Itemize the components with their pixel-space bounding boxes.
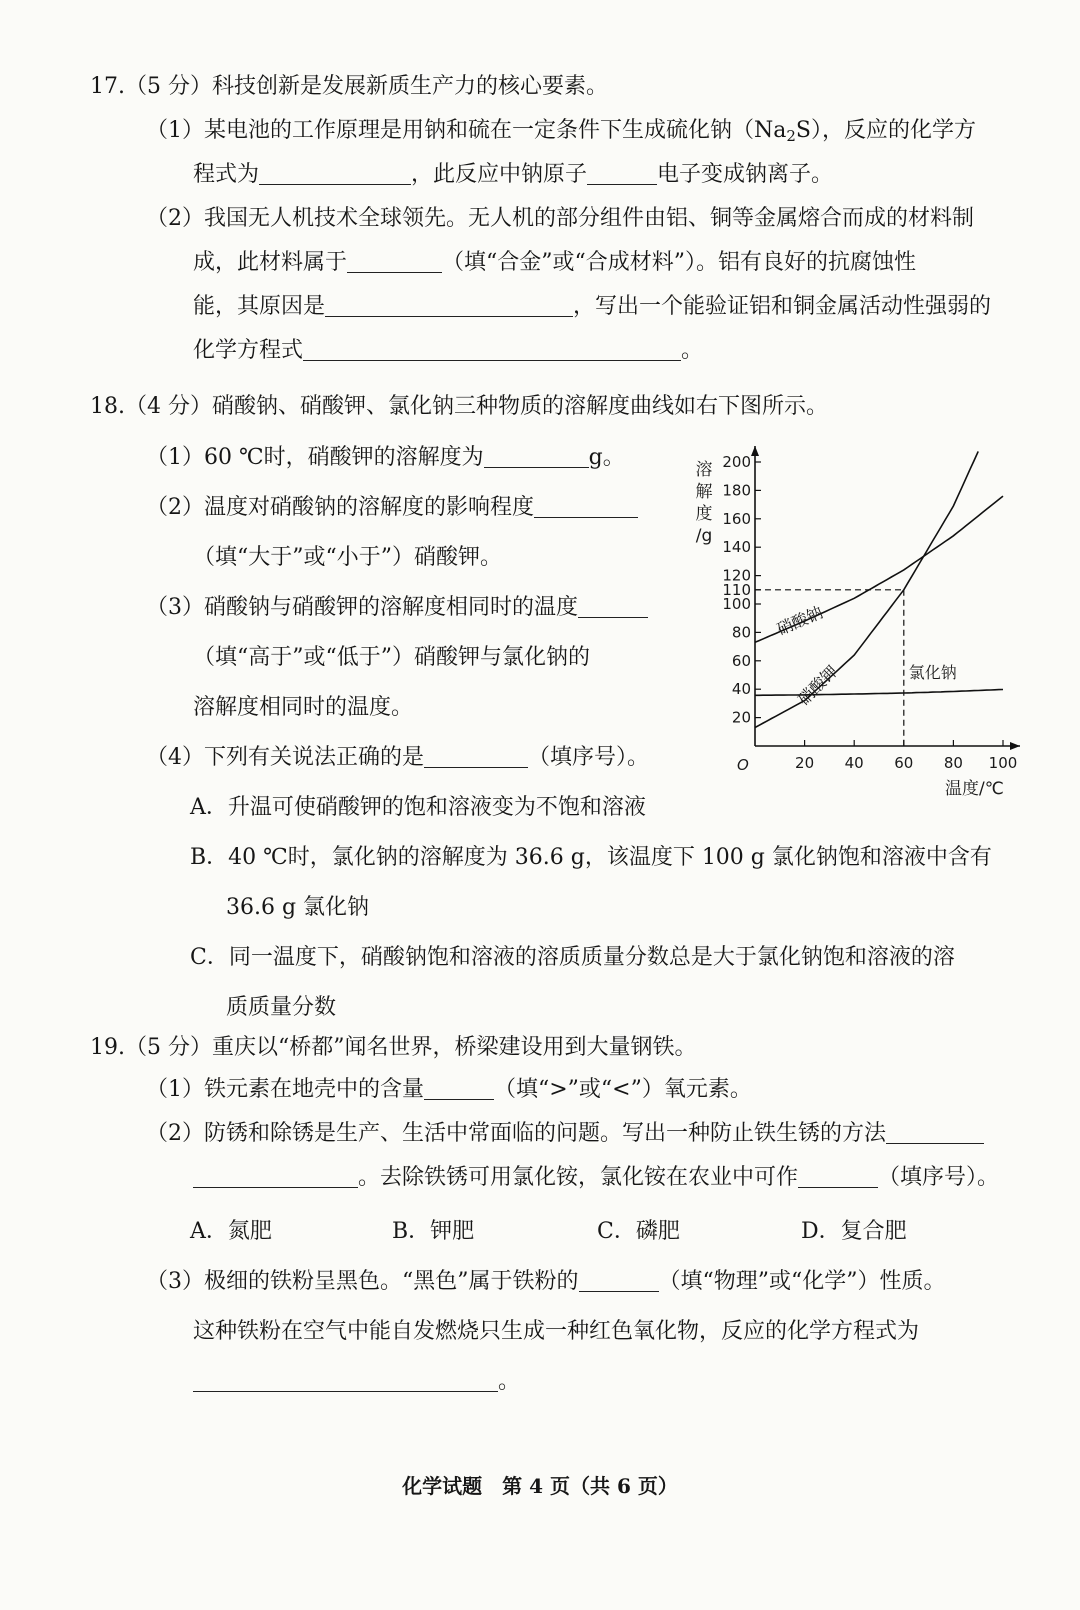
answer-blank-q19-1[interactable] [424, 1077, 494, 1100]
q18-part2-text-a: （2）温度对硝酸钠的溶解度的影响程度 [146, 495, 534, 520]
q18-part1-text-a: （1）60 ℃时，硝酸钾的溶解度为 [146, 445, 484, 470]
answer-blank-q17-2b[interactable] [325, 294, 573, 317]
y-tick-label-160: 160 [722, 509, 751, 528]
q19-part2-text-b: 。去除铁锈可用氯化铵，氯化铵在农业中可作 [358, 1165, 799, 1190]
q18-option-b-line1: B．40 ℃时，氯化钠的溶解度为 36.6 g，该温度下 100 g 氯化钠饱和溶液中含有 [190, 845, 992, 870]
q17-part2-text-d: ，写出一个能验证铝和铜金属活动性强弱的 [573, 294, 992, 319]
y-axis-arrow [751, 446, 759, 456]
label-sodium-nitrate: 硝酸钠 [773, 602, 826, 639]
x-axis-label: 温度/℃ [945, 779, 1004, 799]
solubility-chart [688, 440, 1033, 800]
q19-part2-line2 [193, 1163, 999, 1193]
q19-option-b: B．钾肥 [392, 1219, 475, 1244]
q17-part1-line2 [193, 160, 833, 190]
q17-part2-text-a: 成，此材料属于 [193, 250, 348, 275]
q17-part1-text-c: 程式为 [193, 162, 260, 187]
q19-part1-text-b: （填“>”或“<”）氧元素。 [494, 1077, 752, 1102]
q18-part3-text-a: （3）硝酸钠与硝酸钾的溶解度相同时的温度 [146, 595, 578, 620]
q19-part3-line3 [193, 1367, 520, 1397]
answer-blank-q17-2c[interactable] [303, 338, 681, 361]
answer-blank-q19-3b[interactable] [193, 1369, 498, 1392]
q19-part2-text-a: （2）防锈和除锈是生产、生活中常面临的问题。写出一种防止铁生锈的方法 [146, 1121, 886, 1146]
x-tick-label-80: 80 [943, 754, 963, 772]
q18-option-b-line2: 36.6 g 氯化钠 [226, 895, 370, 920]
answer-blank-q19-2a[interactable] [886, 1121, 984, 1144]
q17-part2-text-f: 。 [681, 338, 704, 363]
q19-part2-text-c: （填序号）。 [878, 1165, 1000, 1190]
q17-part2-line1: （2）我国无人机技术全球领先。无人机的部分组件由铝、铜等金属熔合而成的材料制 [146, 206, 974, 231]
q19-part3-text-a: （3）极细的铁粉呈黑色。“黑色”属于铁粉的 [146, 1269, 579, 1294]
q17-part2-text-e: 化学方程式 [193, 338, 304, 363]
q18-part2-line1 [146, 493, 638, 523]
q18-part1 [146, 443, 625, 473]
answer-blank-q19-3a[interactable] [579, 1269, 659, 1292]
y-tick-label-200: 200 [722, 453, 751, 471]
y-tick-label-40: 40 [731, 680, 751, 699]
q19-part3-text-c: 。 [498, 1369, 521, 1394]
x-tick-label-60: 60 [894, 754, 914, 772]
x-tick-label-20: 20 [795, 754, 815, 772]
x-axis-arrow [1010, 742, 1020, 750]
q17-heading: 17.（5 分）科技创新是发展新质生产力的核心要素。 [90, 74, 608, 99]
answer-blank-q17-1a[interactable] [259, 162, 411, 185]
q17-part2-line3 [193, 292, 991, 322]
q17-part1-text-e: 电子变成钠离子。 [657, 162, 834, 187]
y-axis-label-char: /g [695, 526, 713, 546]
origin-label: O [737, 756, 749, 774]
q18-part4-text-b: （填序号）。 [528, 745, 650, 770]
answer-blank-q19-2b[interactable] [193, 1165, 358, 1188]
label-sodium-chloride: 氯化钠 [908, 662, 957, 682]
q18-part3-line3: 溶解度相同时的温度。 [193, 695, 414, 720]
q19-part3-line2: 这种铁粉在空气中能自发燃烧只生成一种红色氧化物，反应的化学方程式为 [193, 1319, 920, 1344]
answer-blank-q17-1b[interactable] [587, 162, 657, 185]
y-tick-label-180: 180 [722, 481, 751, 500]
q18-part3-line1 [146, 593, 648, 623]
q17-part2-line4 [193, 336, 703, 366]
y-tick-label-20: 20 [731, 708, 751, 727]
q17-part1-line1 [146, 116, 976, 151]
q18-part2-line2: （填“大于”或“小于”）硝酸钾。 [193, 545, 502, 570]
answer-blank-q18-4[interactable] [424, 745, 528, 768]
page-footer: 化学试题 第 4 页（共 6 页） [402, 1474, 678, 1498]
q18-part3-line2: （填“高于”或“低于”）硝酸钾与氯化钠的 [193, 645, 590, 670]
answer-blank-q18-3[interactable] [578, 595, 648, 618]
q18-option-c-line2: 质质量分数 [226, 995, 337, 1020]
q18-part1-text-b: g。 [588, 445, 625, 470]
q18-heading: 18.（4 分）硝酸钠、硝酸钾、氯化钠三种物质的溶解度曲线如右下图所示。 [90, 394, 828, 419]
answer-blank-q19-2c[interactable] [798, 1165, 878, 1188]
q17-part2-line2 [193, 248, 916, 278]
y-tick-label-100: 100 [722, 595, 751, 613]
y-tick-label-60: 60 [731, 651, 751, 670]
q17-part1-text-b: S），反应的化学方 [795, 118, 976, 143]
q19-option-a: A．氮肥 [190, 1219, 272, 1244]
answer-blank-q18-2[interactable] [534, 495, 638, 518]
y-tick-label-80: 80 [731, 623, 751, 642]
q19-part3-line1 [146, 1267, 946, 1297]
q19-part1-text-a: （1）铁元素在地壳中的含量 [146, 1077, 424, 1102]
q18-option-c-line1: C．同一温度下，硝酸钠饱和溶液的溶质质量分数总是大于氯化钠饱和溶液的溶 [190, 945, 955, 970]
q17-part1-text-a: （1）某电池的工作原理是用钠和硫在一定条件下生成硫化钠（Na [146, 118, 787, 143]
curve-sodium-chloride [755, 690, 1003, 696]
y-axis-label-char: 度 [695, 504, 713, 524]
q19-heading: 19.（5 分）重庆以“桥都”闻名世界，桥梁建设用到大量钢铁。 [90, 1035, 697, 1060]
q18-part4-text-a: （4）下列有关说法正确的是 [146, 745, 424, 770]
answer-blank-q17-2a[interactable] [347, 250, 442, 273]
q19-option-c: C．磷肥 [597, 1219, 680, 1244]
y-axis-label-char: 溶 [695, 460, 713, 480]
q19-part2-line1 [146, 1119, 984, 1149]
q19-part1 [146, 1075, 752, 1105]
x-tick-label-40: 40 [844, 754, 864, 772]
y-axis-label-char: 解 [695, 482, 713, 502]
q17-part2-text-b: （填“合金”或“合成材料”）。铝有良好的抗腐蚀性 [442, 250, 917, 275]
y-tick-label-110: 110 [722, 580, 751, 599]
q19-option-d: D．复合肥 [801, 1219, 907, 1244]
q17-part2-text-c: 能，其原因是 [193, 294, 326, 319]
na2s-subscript: 2 [786, 127, 796, 145]
q18-option-a: A．升温可使硝酸钾的饱和溶液变为不饱和溶液 [190, 795, 646, 820]
label-potassium-nitrate: 硝酸钾 [793, 661, 842, 710]
y-tick-label-140: 140 [722, 538, 751, 557]
q19-part3-text-b: （填“物理”或“化学”）性质。 [658, 1269, 946, 1294]
q17-part1-text-d: ，此反应中钠原子 [411, 162, 588, 187]
x-tick-label-100: 100 [988, 754, 1018, 772]
answer-blank-q18-1[interactable] [484, 445, 589, 468]
q18-part4 [146, 743, 649, 773]
y-tick-label-120: 120 [722, 566, 751, 585]
